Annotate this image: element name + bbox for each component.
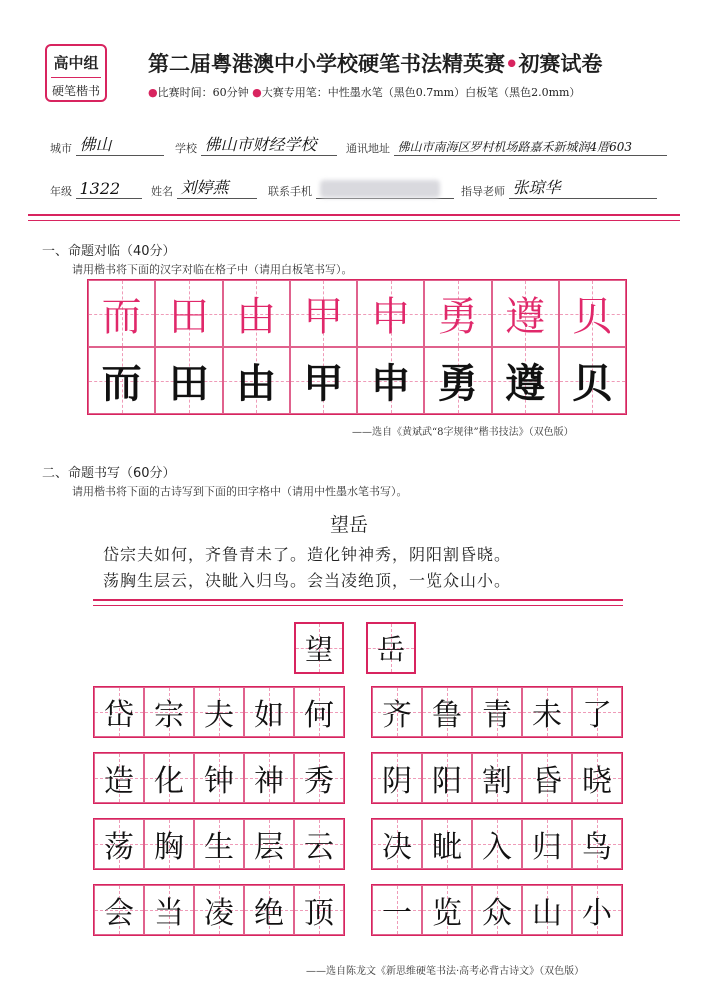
badge-group-label: 高中组 <box>53 54 99 72</box>
grid-cell <box>144 885 194 935</box>
title-dot: • <box>505 52 519 76</box>
grid-cell <box>372 687 422 737</box>
section2-desc: 请用楷书将下面的古诗写到下面的田字格中（请用中性墨水笔书写）。 <box>72 485 408 498</box>
sub-time: 比赛时间：60分钟 <box>157 86 249 99</box>
poem-grid-left <box>93 686 345 738</box>
poem-char: 众 <box>482 896 512 931</box>
grid-cell <box>194 687 244 737</box>
grid-cell <box>357 347 424 414</box>
name-field[interactable]: 刘婷燕 <box>177 175 257 199</box>
poem-char: 决 <box>382 830 412 865</box>
written-char: 田 <box>168 360 209 407</box>
poem-char: 入 <box>482 830 512 865</box>
address-field[interactable]: 佛山市南海区罗村机场路嘉禾新城润4厝603 <box>394 138 667 156</box>
model-char: 由 <box>236 294 277 340</box>
grid-cell <box>244 687 294 737</box>
grid-cell <box>155 280 222 347</box>
city-label: 城市 <box>50 142 72 155</box>
grid-cell <box>559 280 626 347</box>
poem-char: 览 <box>432 896 462 931</box>
sub-pen: 大赛专用笔：中性墨水笔（黑色0.7mm）白板笔（黑色2.0mm） <box>261 86 581 99</box>
grid-cell <box>372 753 422 803</box>
divider-mid <box>93 599 623 601</box>
poem-char: 山 <box>532 896 562 931</box>
grid-cell <box>294 753 344 803</box>
grid-cell <box>522 819 572 869</box>
poem-char: 化 <box>154 764 184 799</box>
poem-grid-right <box>371 686 623 738</box>
model-char: 遵 <box>505 294 546 340</box>
poem-char: 阴 <box>382 764 412 799</box>
poem-char: 齐 <box>382 698 412 733</box>
name-label: 姓名 <box>151 185 173 198</box>
divider-top <box>28 214 680 216</box>
poem-title: 望岳 <box>330 514 369 536</box>
school-field[interactable]: 佛山市财经学校 <box>201 132 337 156</box>
grid-cell <box>194 885 244 935</box>
grid-cell <box>472 885 522 935</box>
grid-cell <box>88 280 155 347</box>
form-row-2 <box>50 175 657 199</box>
poem-char: 会 <box>104 896 134 931</box>
grid-cell <box>155 347 222 414</box>
city-field[interactable]: 佛山 <box>76 132 164 156</box>
grid-cell <box>372 819 422 869</box>
grid-cell <box>294 819 344 869</box>
grid-cell <box>422 885 472 935</box>
model-char: 勇 <box>437 294 478 340</box>
grid-cell <box>424 347 491 414</box>
grid-cell <box>94 687 144 737</box>
title-box <box>294 622 344 674</box>
poem-char: 鲁 <box>432 698 462 733</box>
grid-cell <box>572 885 622 935</box>
title-suffix: 初赛试卷 <box>518 52 603 76</box>
badge-style-label: 硬笔楷书 <box>51 84 100 98</box>
poem-grid-right <box>371 752 623 804</box>
grade-label: 年级 <box>50 185 72 198</box>
grid-cell <box>294 687 344 737</box>
poem-char: 云 <box>304 830 334 865</box>
poem-grid-left <box>93 752 345 804</box>
grid-cell <box>244 885 294 935</box>
poem-char: 秀 <box>304 764 334 799</box>
grid-cell <box>194 753 244 803</box>
title-char: 岳 <box>376 633 405 666</box>
written-char: 遵 <box>505 360 546 407</box>
grid-cell <box>294 885 344 935</box>
grid-cell <box>472 753 522 803</box>
page-title <box>148 48 602 78</box>
section1-credit: ——选自《黄斌武“8字规律”楷书技法》（双色版） <box>352 427 574 438</box>
poem-char: 鸟 <box>582 830 612 865</box>
poem-char: 当 <box>154 896 184 931</box>
section1-desc: 请用楷书将下面的汉字对临在格子中（请用白板笔书写）。 <box>72 263 353 276</box>
grid-cell <box>422 753 472 803</box>
grid-cell <box>144 753 194 803</box>
model-char: 田 <box>168 294 209 340</box>
poem-char: 眦 <box>432 830 462 865</box>
poem-char: 青 <box>482 698 512 733</box>
poem-char: 何 <box>304 698 334 733</box>
model-char: 甲 <box>303 294 344 340</box>
poem-char: 小 <box>582 896 612 931</box>
written-char: 贝 <box>572 360 613 407</box>
section2-credit: ——选自陈龙文《新思维硬笔书法·高考必背古诗文》（双色版） <box>306 966 585 977</box>
phone-field[interactable] <box>316 179 454 199</box>
grid-cell <box>290 347 357 414</box>
poem-char: 造 <box>104 764 134 799</box>
poem-char: 了 <box>582 698 612 733</box>
poem-char: 如 <box>254 698 284 733</box>
badge-divider <box>51 77 101 78</box>
written-char: 勇 <box>437 360 478 407</box>
grid-cell <box>572 819 622 869</box>
title-char: 望 <box>304 633 333 666</box>
grid-cell <box>223 347 290 414</box>
subtitle-line <box>148 84 580 100</box>
title-main: 第二届粤港澳中小学校硬笔书法精英赛 <box>148 52 505 76</box>
poem-grid-right <box>371 818 623 870</box>
poem-char: 一 <box>382 896 412 931</box>
grid-cell <box>559 347 626 414</box>
form-row-1 <box>50 132 667 156</box>
grid-cell <box>223 280 290 347</box>
grid-cell <box>94 885 144 935</box>
poem-char: 晓 <box>582 764 612 799</box>
poem-grid-left <box>93 818 345 870</box>
model-char: 而 <box>101 294 142 340</box>
poem-char: 神 <box>254 764 284 799</box>
poem-char: 阳 <box>432 764 462 799</box>
poem-line-1: 岱宗夫如何，齐鲁青未了。造化钟神秀，阴阳割昏晓。 <box>103 545 512 564</box>
teacher-label: 指导老师 <box>461 185 505 198</box>
grid-cell <box>194 819 244 869</box>
bullet-icon: ● <box>148 86 158 99</box>
model-char: 贝 <box>572 294 613 340</box>
grid-cell <box>572 687 622 737</box>
grid-cell <box>88 347 155 414</box>
group-badge <box>45 44 107 102</box>
written-char: 甲 <box>303 360 344 407</box>
poem-char: 顶 <box>304 896 334 931</box>
grid-cell <box>144 687 194 737</box>
poem-line-2: 荡胸生层云，决眦入归鸟。会当凌绝顶，一览众山小。 <box>103 571 512 590</box>
poem-char: 生 <box>204 830 234 865</box>
redacted-phone <box>320 180 440 198</box>
poem-char: 宗 <box>154 698 184 733</box>
model-char: 申 <box>370 294 411 340</box>
written-char: 由 <box>236 360 277 407</box>
poem-char: 未 <box>532 698 562 733</box>
phone-label: 联系手机 <box>268 185 312 198</box>
poem-char: 夫 <box>204 698 234 733</box>
grid-cell <box>290 280 357 347</box>
poem-char: 归 <box>532 830 562 865</box>
written-char: 而 <box>101 360 142 407</box>
grid-cell <box>522 753 572 803</box>
grid-cell <box>422 687 472 737</box>
poem-char: 岱 <box>104 698 134 733</box>
grid-cell <box>522 687 572 737</box>
grade-field[interactable]: 1322 <box>76 179 142 199</box>
poem-char: 绝 <box>254 896 284 931</box>
bullet-icon: ● <box>252 86 262 99</box>
poem-char: 割 <box>482 764 512 799</box>
grid-cell <box>144 819 194 869</box>
grid-cell <box>522 885 572 935</box>
divider-mid-thin <box>93 605 623 606</box>
title-box <box>366 622 416 674</box>
school-label: 学校 <box>175 142 197 155</box>
grid-cell <box>472 687 522 737</box>
grid-cell <box>492 347 559 414</box>
poem-char: 胸 <box>154 830 184 865</box>
grid-cell <box>572 753 622 803</box>
grid-cell <box>422 819 472 869</box>
section2-title: 二、命题书写（60分） <box>42 466 176 481</box>
grid-cell <box>94 753 144 803</box>
grid-cell <box>492 280 559 347</box>
grid-cell <box>244 753 294 803</box>
grid-cell <box>94 819 144 869</box>
poem-char: 昏 <box>532 764 562 799</box>
poem-char: 凌 <box>204 896 234 931</box>
section1-title: 一、命题对临（40分） <box>42 244 176 259</box>
grid-cell <box>244 819 294 869</box>
poem-grid-right <box>371 884 623 936</box>
teacher-field[interactable]: 张琼华 <box>509 175 657 199</box>
grid-cell <box>372 885 422 935</box>
poem-char: 荡 <box>104 830 134 865</box>
poem-char: 钟 <box>204 764 234 799</box>
address-label: 通讯地址 <box>346 142 390 155</box>
grid-cell <box>424 280 491 347</box>
written-char: 申 <box>370 360 411 407</box>
grid-cell <box>472 819 522 869</box>
copy-grid <box>87 279 627 415</box>
divider-top-thin <box>28 220 680 221</box>
poem-grid-left <box>93 884 345 936</box>
grid-cell <box>357 280 424 347</box>
poem-char: 层 <box>254 830 284 865</box>
